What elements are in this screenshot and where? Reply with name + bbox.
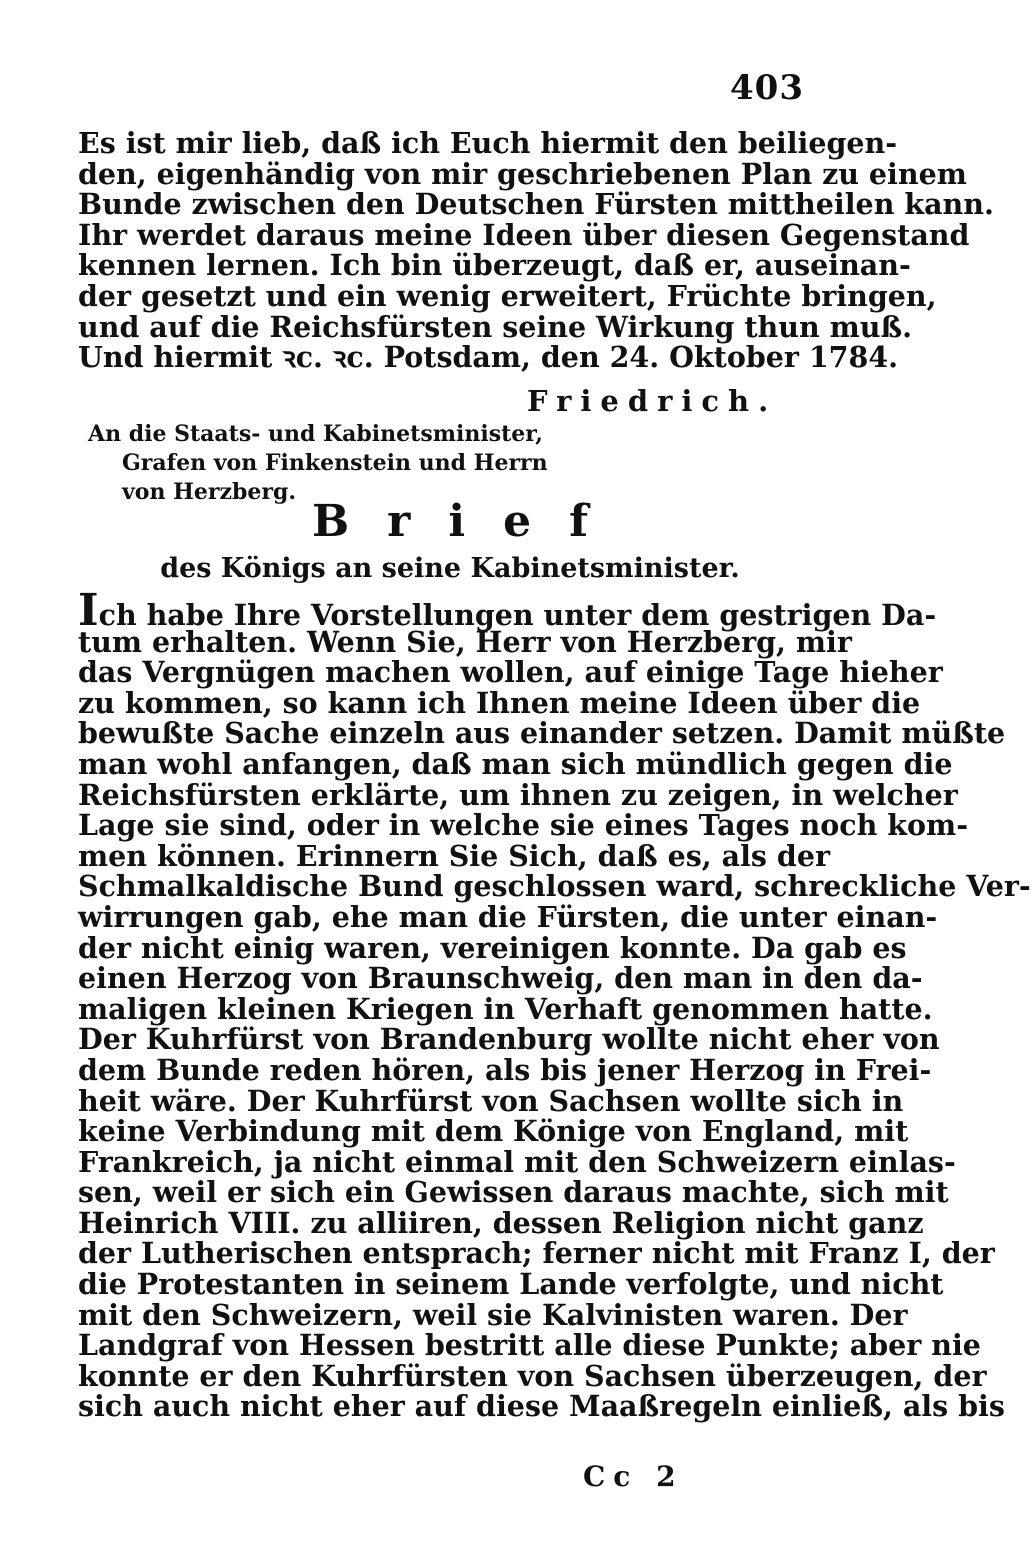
address-line: An die Staats- und Kabinetsminister, — [88, 421, 543, 447]
text-line: Ihr werdet daraus meine Ideen über diesen Gegenstand — [78, 217, 970, 252]
text-line: der nicht einig waren, vereinigen konnte. Da gab es — [78, 930, 907, 965]
letter-signature: Friedrich. — [527, 384, 778, 418]
letter-two-body — [78, 585, 1031, 1424]
text-line: Lage sie sind, oder in welche sie eines Tages noch kom- — [78, 808, 969, 843]
address-line: von Herzberg. — [122, 479, 296, 505]
text-line: Schmalkaldische Bund geschlossen ward, schreckliche Ver- — [78, 869, 1031, 904]
text-line: Und hiermit ꝛc. ꝛc. Potsdam, den 24. Oktober 1784. — [78, 340, 899, 375]
text-line: einen Herzog von Braunschweig, den man in den da- — [78, 961, 923, 996]
address-line: Grafen von Finkenstein und Herrn — [122, 450, 548, 476]
text-line: Der Kuhrfürst von Brandenburg wollte nicht eher von — [78, 1022, 940, 1057]
text-line: die Protestanten in seinem Lande verfolgte, und nicht — [78, 1267, 944, 1302]
text-line: Es ist mir lieb, daß ich Euch hiermit den beiliegen- — [78, 126, 898, 160]
page-number: 403 — [730, 68, 804, 108]
text-line: Ich habe Ihre Vorstellungen unter dem gestrigen Da- — [78, 585, 937, 636]
text-line: sen, weil er sich ein Gewissen daraus machte, sich mit — [78, 1175, 949, 1210]
text-line: Bunde zwischen den Deutschen Fürsten mittheilen kann. — [78, 187, 994, 222]
text-line: der gesetzt und ein wenig erweitert, Früchte bringen, — [78, 278, 937, 313]
text-line: heit wäre. Der Kuhrfürst von Sachsen wollte sich in — [78, 1083, 904, 1118]
text-line: maligen kleinen Kriegen in Verhaft genommen hatte. — [78, 991, 933, 1026]
text-line: Heinrich VIII. zu alliiren, dessen Religion nicht ganz — [78, 1205, 924, 1240]
text-line: man wohl anfangen, daß man sich mündlich gegen die — [78, 746, 953, 781]
text-line: mit den Schweizern, weil sie Kalvinisten waren. Der — [78, 1297, 908, 1332]
text-line: tum erhalten. Wenn Sie, Herr von Herzberg, mir — [78, 624, 852, 659]
text-line: konnte er den Kuhrfürsten von Sachsen überzeugen, der — [78, 1358, 987, 1393]
text-line: sich auch nicht eher auf diese Maaßregeln einließ, als bis — [78, 1389, 1005, 1424]
text-line: das Vergnügen machen wollen, auf einige Tage hieher — [78, 655, 943, 690]
section-subtitle: des Königs an seine Kabinetsminister. — [160, 553, 740, 584]
text-line: der Lutherischen entsprach; ferner nicht mit Franz I, der — [78, 1236, 995, 1271]
text-line: keine Verbindung mit dem Könige von England, mit — [78, 1114, 909, 1149]
text-line: wirrungen gab, ehe man die Fürsten, die unter einan- — [78, 899, 938, 934]
section-title: Brief — [311, 496, 626, 547]
text-line: men können. Erinnern Sie Sich, daß es, als der — [78, 838, 830, 873]
text-line: bewußte Sache einzeln aus einander setzen. Damit müßte — [78, 716, 1006, 751]
text-line: Frankreich, ja nicht einmal mit den Schweizern einlas- — [78, 1144, 956, 1179]
text-line: kennen lernen. Ich bin überzeugt, daß er, auseinan- — [78, 248, 911, 283]
text-line: Reichsfürsten erklärte, um ihnen zu zeigen, in welcher — [78, 777, 958, 812]
text-line: dem Bunde reden hören, als bis jener Herzog in Frei- — [78, 1052, 932, 1087]
text-line: den, eigenhändig von mir geschriebenen Plan zu einem — [78, 156, 967, 191]
letter-one-body — [78, 126, 994, 375]
text-line: und auf die Reichsfürsten seine Wirkung thun muß. — [78, 309, 913, 344]
text-line: Landgraf von Hessen bestritt alle diese Punkte; aber nie — [78, 1328, 981, 1363]
text-line: zu kommen, so kann ich Ihnen meine Ideen über die — [78, 685, 921, 720]
letter-address — [88, 420, 548, 507]
printer-signature-mark: Cc 2 — [583, 1460, 684, 1493]
